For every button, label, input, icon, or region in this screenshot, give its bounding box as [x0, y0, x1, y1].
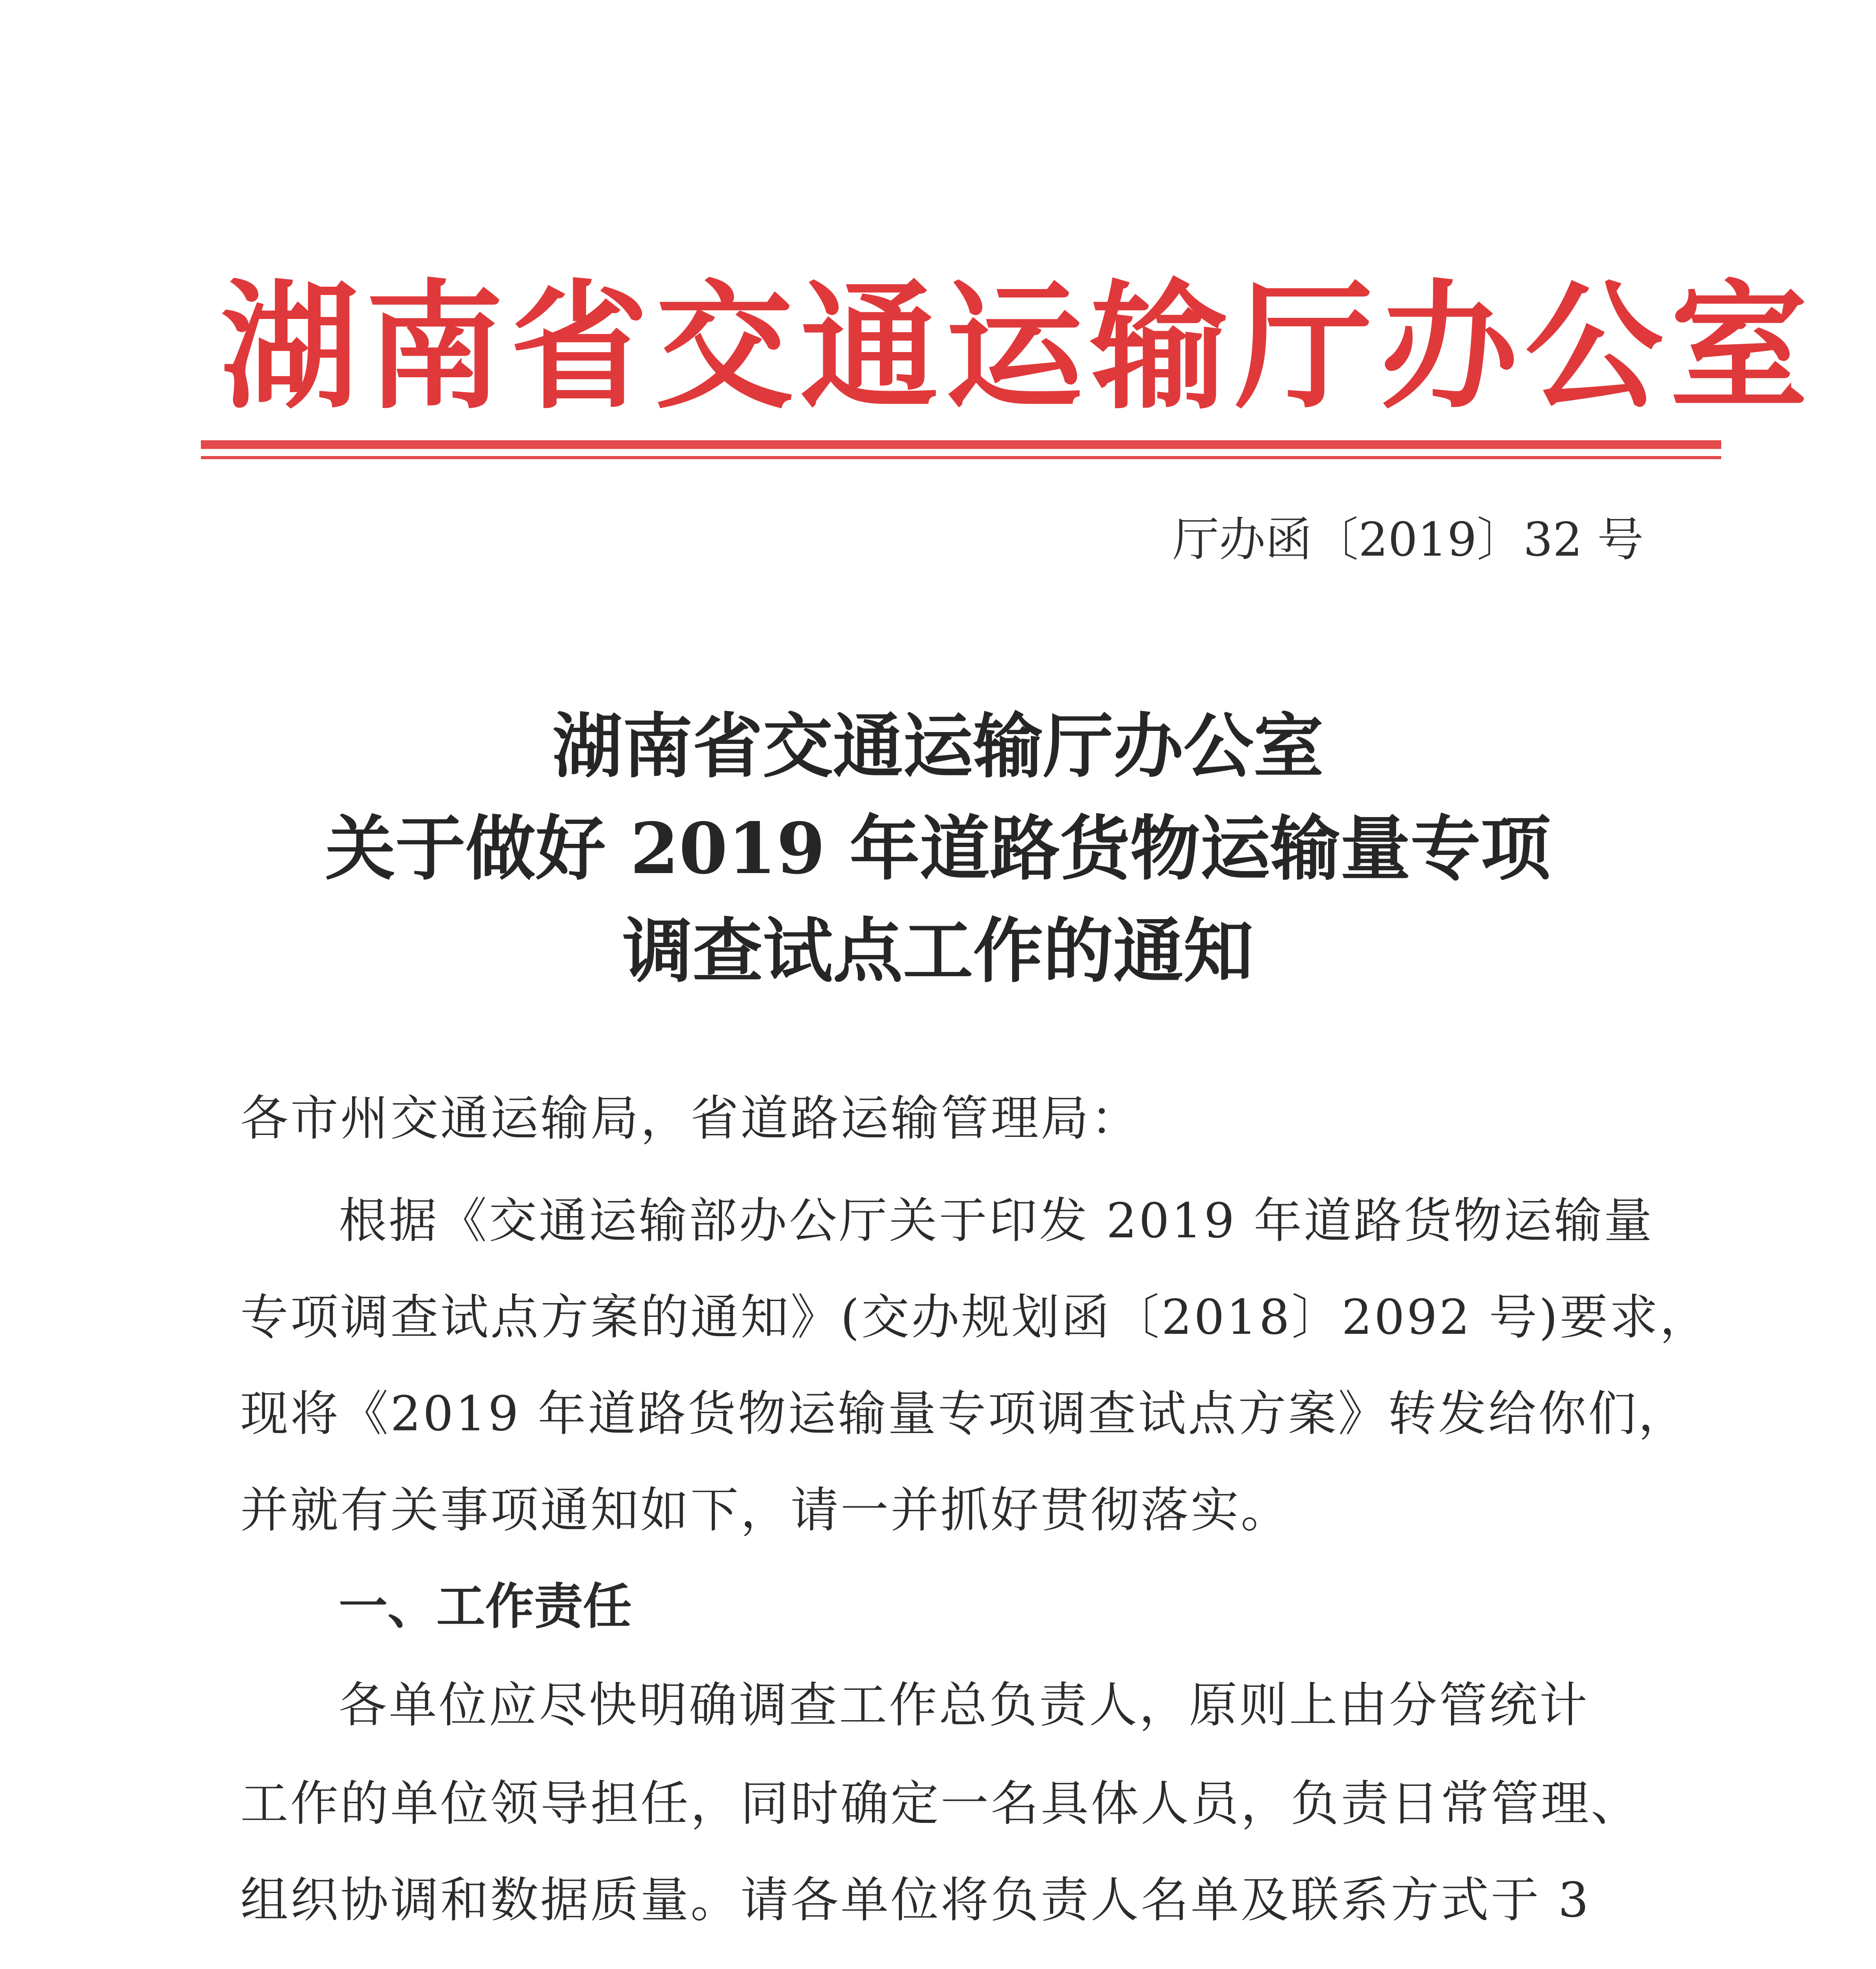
section-1-line: 工作的单位领导担任，同时确定一名具体人员，负责日常管理、 — [240, 1776, 1641, 1832]
intro-line: 现将《2019 年道路货物运输量专项调查试点方案》转发给你们， — [240, 1386, 1689, 1442]
intro-line: 根据《交通运输部办公厅关于印发 2019 年道路货物运输量 — [339, 1193, 1654, 1249]
document-number: 厅办函〔2019〕32 号 — [1173, 512, 1644, 567]
intro-line: 并就有关事项通知如下，请一并抓好贯彻落实。 — [240, 1482, 1291, 1538]
title-line-1: 湖南省交通运输厅办公室 — [552, 705, 1324, 787]
section-1-line: 组织协调和数据质量。请各单位将负责人名单及联系方式于 3 — [240, 1872, 1591, 1928]
title-line-3: 调查试点工作的通知 — [622, 910, 1254, 992]
masthead-org-name: 湖南省交通运输厅办公室 — [221, 265, 1815, 428]
section-1-line: 各单位应尽快明确调查工作总负责人，原则上由分管统计 — [339, 1677, 1589, 1733]
title-line-2: 关于做好 2019 年道路货物运输量专项 — [325, 807, 1551, 890]
salutation: 各市州交通运输局，省道路运输管理局： — [240, 1090, 1141, 1146]
intro-line: 专项调查试点方案的通知》(交办规划函〔2018〕2092 号)要求， — [240, 1289, 1710, 1345]
masthead-red-rule-thick — [201, 440, 1721, 449]
section-heading-responsibility: 一、工作责任 — [339, 1578, 632, 1635]
masthead-red-rule-thin — [201, 456, 1721, 459]
section-1-line — [240, 1961, 1705, 1969]
